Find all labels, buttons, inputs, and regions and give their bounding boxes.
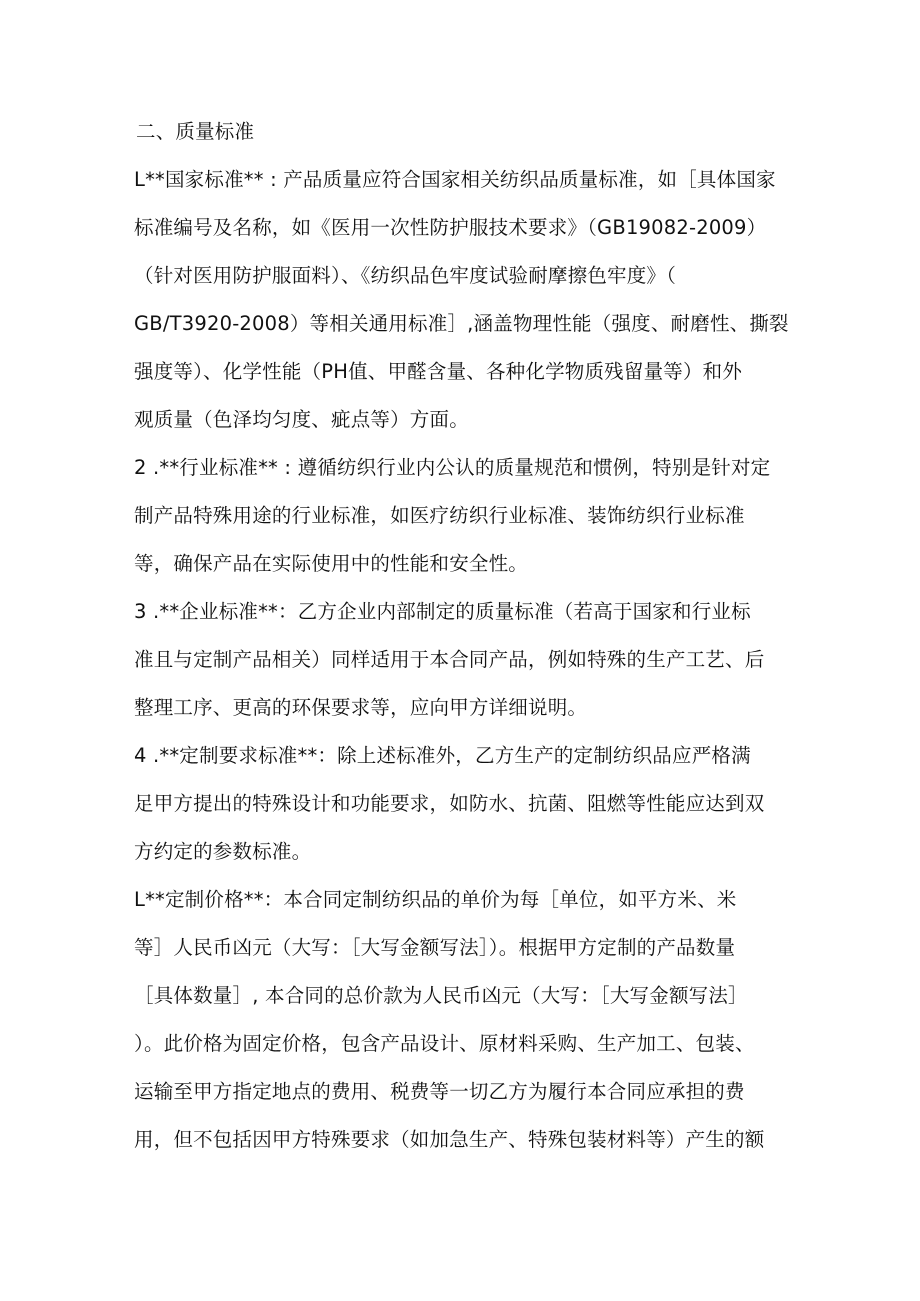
text-line: GB/T3920-2008）等相关通用标准］,涵盖物理性能（强度、耐磨性、撕裂 — [134, 312, 789, 335]
text-line: ［具体数量］, 本合同的总价款为人民币凶元（大写：［大写金额写法］ — [134, 984, 748, 1007]
text-line: 整理工序、更高的环保要求等，应向甲方详细说明。 — [134, 696, 588, 719]
text-line: 足甲方提出的特殊设计和功能要求，如防水、抗菌、阻燃等性能应达到双 — [134, 792, 765, 815]
text-line: 标准编号及名称，如《医用一次性防护服技术要求》（GB19082-2009） — [134, 216, 767, 239]
text-line: 等］人民币凶元（大写：［大写金额写法］）。根据甲方定制的产品数量 — [134, 936, 736, 959]
text-line: 运输至甲方指定地点的费用、税费等一切乙方为履行本合同应承担的费 — [134, 1080, 745, 1103]
text-line: 2 .**行业标准** : 遵循纺织行业内公认的质量规范和惯例，特别是针对定 — [134, 456, 771, 479]
text-line: 等，确保产品在实际使用中的性能和安全性。 — [134, 552, 529, 575]
text-line: 方约定的参数标准。 — [134, 840, 312, 863]
text-line: L**国家标准** : 产品质量应符合国家相关纺织品质量标准，如［具体国家 — [134, 168, 776, 191]
text-line: 准且与定制产品相关）同样适用于本合同产品，例如特殊的生产工艺、后 — [134, 648, 765, 671]
section-heading: 二、质量标准 — [136, 120, 255, 143]
text-line: （针对医用防护服面料）、《纺织品色牢度试验耐摩擦色牢度》（ — [134, 264, 677, 287]
text-line: 3 .**企业标准**：乙方企业内部制定的质量标准（若高于国家和行业标 — [134, 600, 751, 623]
text-line: 用，但不包括因甲方特殊要求（如加急生产、特殊包装材料等）产生的额 — [134, 1128, 765, 1151]
text-line: 制产品特殊用途的行业标准，如医疗纺织行业标准、装饰纺织行业标准 — [134, 504, 745, 527]
text-line: 4 .**定制要求标准**：除上述标准外，乙方生产的定制纺织品应严格满 — [134, 744, 751, 767]
text-line: L**定制价格**：本合同定制纺织品的单价为每［单位，如平方米、米 — [134, 888, 737, 911]
text-line: 观质量（色泽均匀度、疵点等）方面。 — [134, 408, 469, 431]
text-line: 强度等）、化学性能（PH值、甲醛含量、各种化学物质残留量等）和外 — [134, 360, 743, 383]
text-line: ）。此价格为固定价格，包含产品设计、原材料采购、生产加工、包装、 — [134, 1032, 755, 1055]
